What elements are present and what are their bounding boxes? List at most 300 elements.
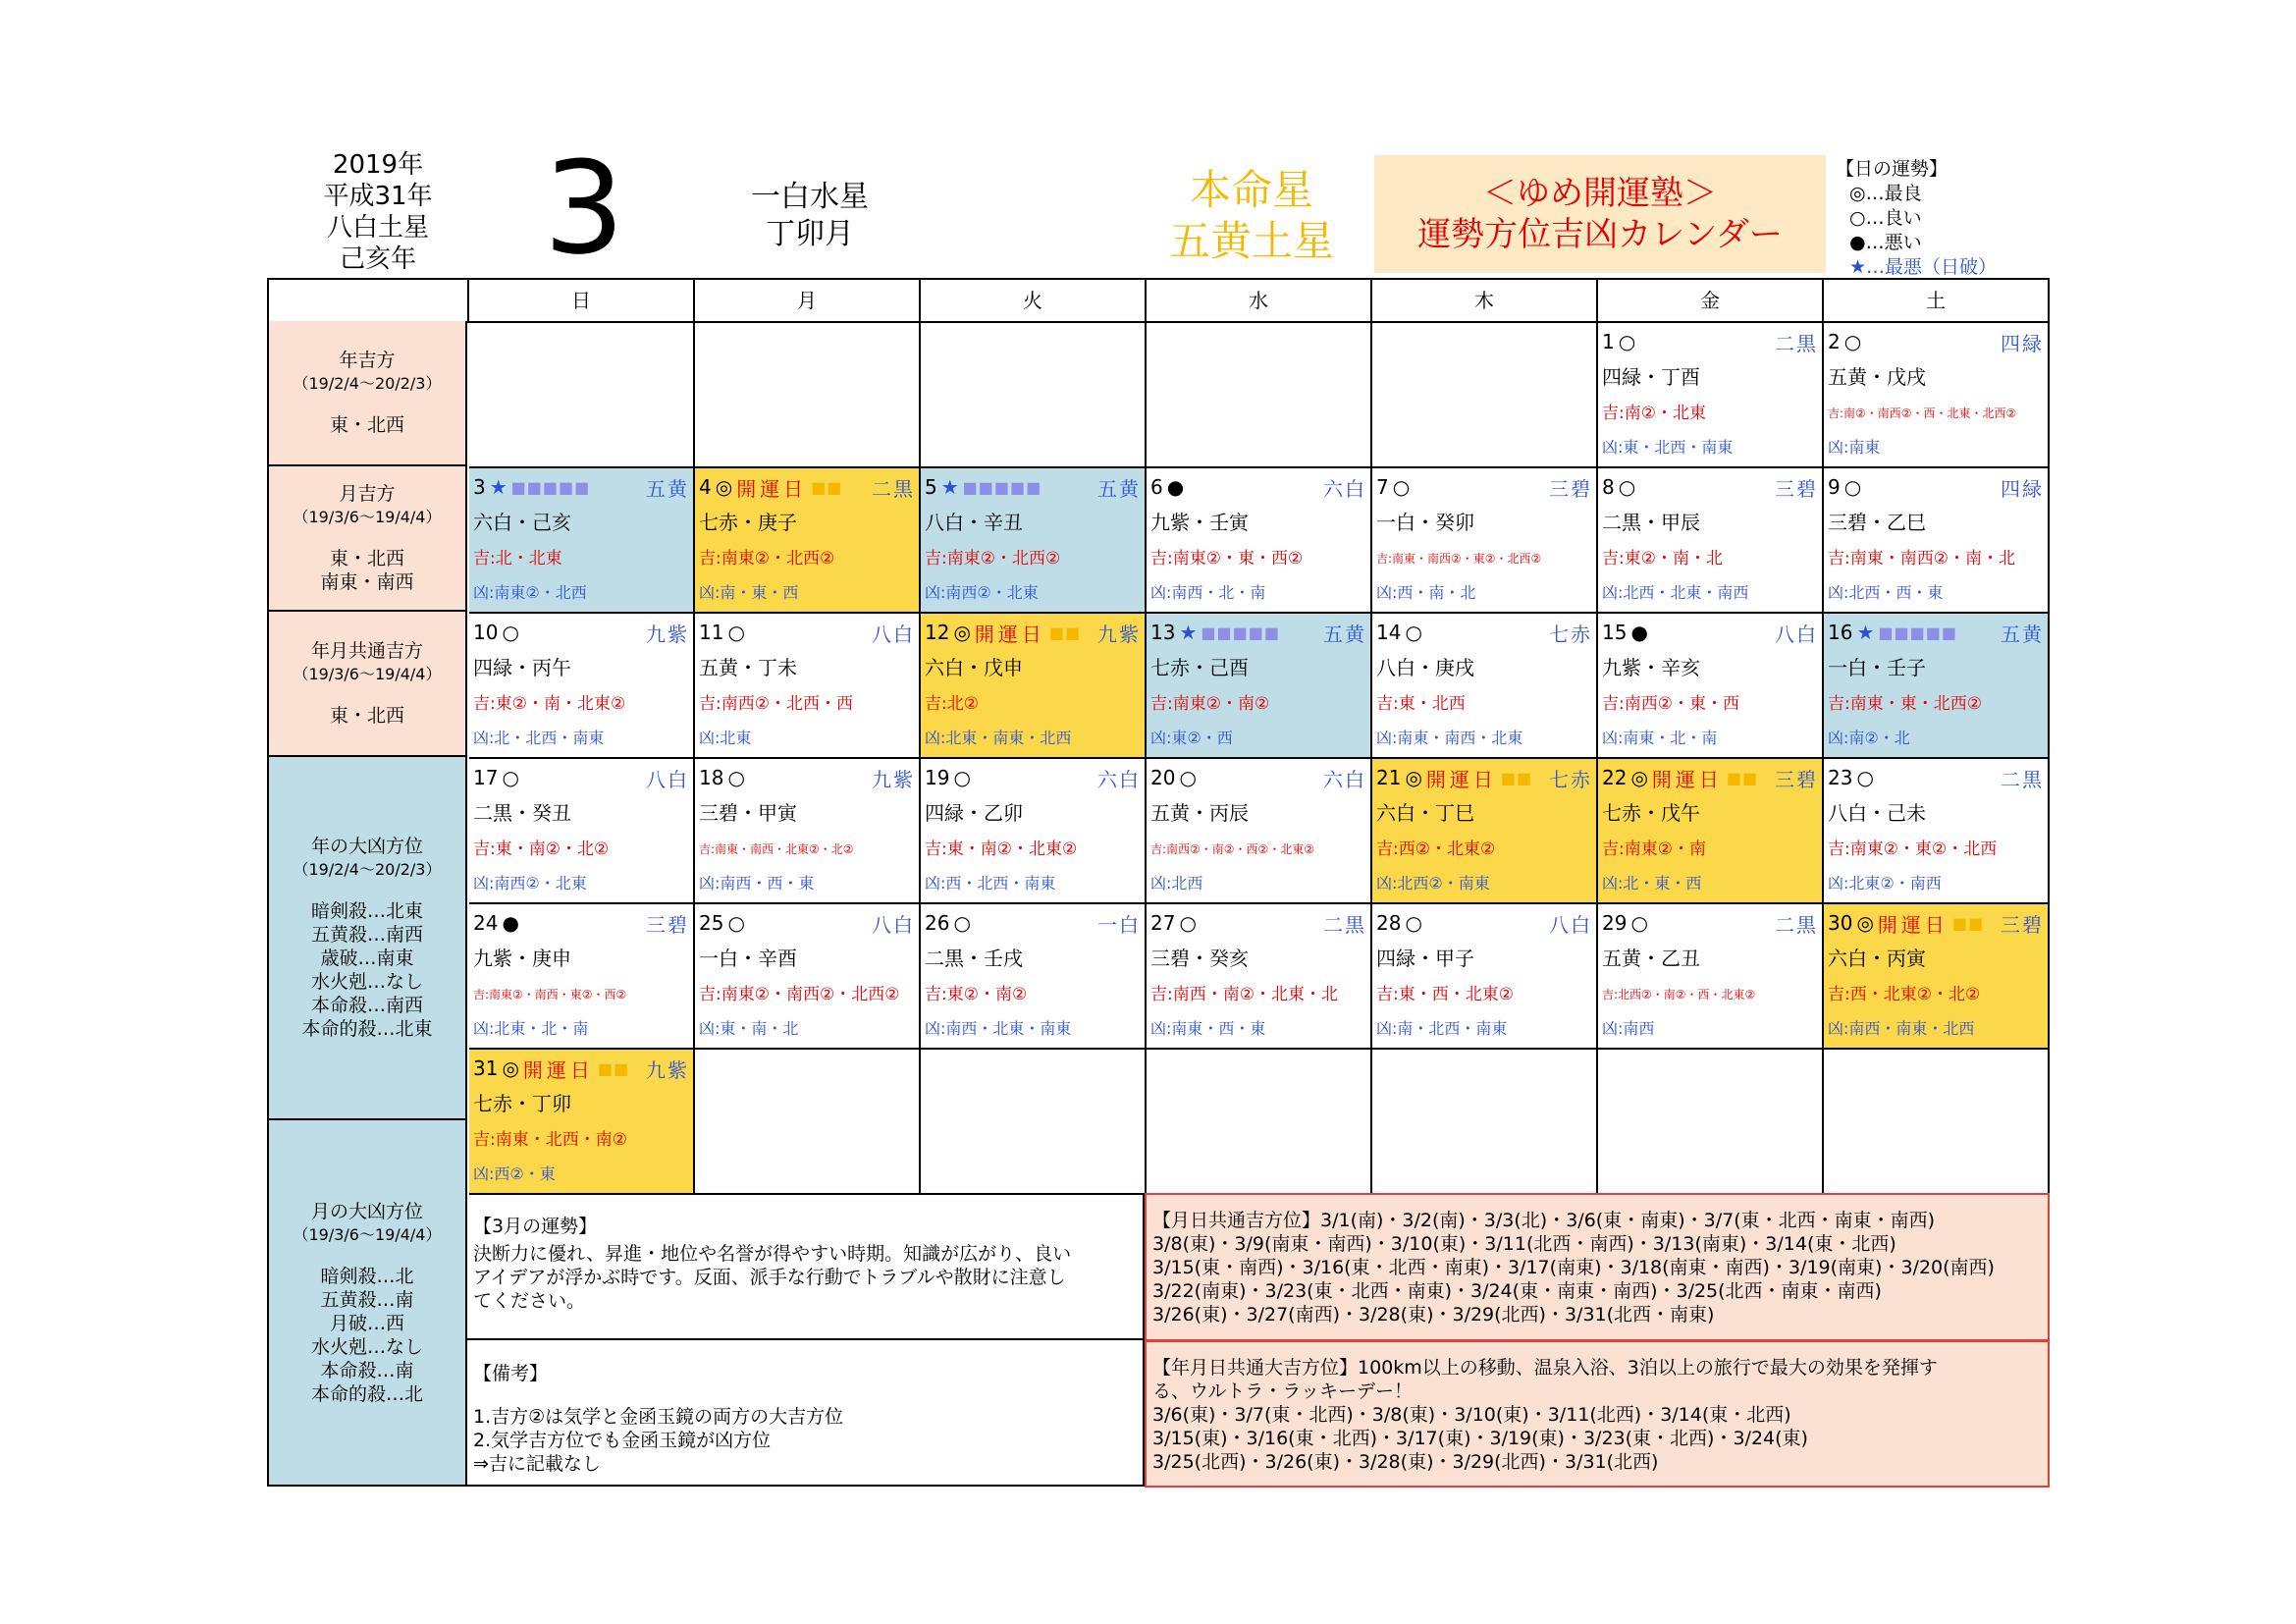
day-cell: [1372, 904, 1598, 1050]
memo-line: てください。: [473, 1290, 586, 1312]
fortune-mark: ●: [1630, 621, 1648, 644]
unlucky-directions: 凶:東②・西: [1150, 729, 1233, 747]
memo-line: 3/22(南東)・3/23(東・北西・南東)・3/24(東・南東・南西)・3/25(北西・南東・南西): [1152, 1280, 1882, 1302]
day-cell: [1147, 614, 1372, 759]
fortune-mark: ○: [1179, 911, 1197, 935]
day-header-line: [1376, 761, 1592, 794]
day-stem: 二黒・甲辰: [1602, 511, 1700, 534]
day-header-line: [1376, 470, 1592, 504]
day-number-group: [1828, 475, 1861, 499]
day-number-group: [1150, 766, 1197, 789]
day-stem: 四緑・甲子: [1376, 947, 1474, 970]
day-stem: 四緑・丙午: [473, 656, 571, 679]
fortune-mark: ★: [940, 475, 959, 499]
lucky-directions: 吉:南東・北西・南②: [473, 1130, 627, 1150]
lucky-directions: 吉:北②: [925, 694, 979, 714]
day-header-line: [1828, 325, 2044, 358]
day-number-group: [925, 766, 971, 789]
kaiun-label: 開運日: [522, 1057, 594, 1082]
lucky-directions: 吉:西・北東②・北②: [1828, 985, 1981, 1004]
memo-line: 3/6(東)・3/7(東・北西)・3/8(東)・3/10(東)・3/11(北西)・3/14(東・北西): [1152, 1404, 1791, 1426]
day-header-line: [1602, 325, 1818, 358]
day-kyusei: 二黒: [1323, 912, 1366, 937]
day-kyusei: 八白: [872, 622, 915, 646]
week-row: [269, 1050, 2050, 1195]
legend-title: 【日の運勢】: [1836, 158, 1949, 180]
square-deco-icon: ■■: [1951, 913, 1985, 933]
weekday-sun: 日: [469, 280, 695, 323]
day-kyusei: 七赤: [1549, 622, 1592, 646]
monthly-fortune-box: [467, 1193, 1145, 1340]
side-period: （19/3/6～19/4/4）: [293, 1224, 442, 1244]
day-number: 15: [1602, 621, 1628, 644]
memo-line: 決断力に優れ、昇進・地位や名誉が得やすい時期。知識が広がり、良い: [473, 1243, 1072, 1265]
day-number: 14: [1376, 621, 1402, 644]
unlucky-directions: 凶:南西: [1602, 1019, 1655, 1038]
day-header-line: [1602, 761, 1818, 794]
day-number: 19: [925, 766, 950, 789]
day-number: 30: [1828, 911, 1853, 935]
memo-line: 【年月日共通大吉方位】100km以上の移動、温泉入浴、3泊以上の旅行で最大の効果を発揮す: [1152, 1357, 1938, 1379]
unlucky-directions: 凶:北・東・西: [1602, 874, 1702, 893]
fortune-mark: ★: [1856, 621, 1875, 644]
lucky-directions: 吉:南西②・東・西: [1602, 694, 1739, 714]
empty-day-cell: [1372, 1050, 1598, 1195]
unlucky-directions: 凶:南東②・北西: [473, 583, 587, 602]
day-number: 16: [1828, 621, 1853, 644]
unlucky-directions: 凶:南西・北・南: [1150, 583, 1266, 602]
unlucky-directions: 凶:南・東・西: [699, 583, 799, 602]
lucky-directions: 吉:東・南②・北②: [473, 839, 610, 859]
day-stem: 七赤・庚子: [699, 511, 797, 534]
square-deco-icon: ■■■■■: [962, 477, 1042, 497]
memo-title: 【備考】: [473, 1363, 549, 1384]
day-number: 23: [1828, 766, 1853, 789]
month-number: 3: [543, 134, 625, 283]
side-line: 本命的殺…北東: [301, 1018, 433, 1040]
lucky-directions: 吉:南②・北東: [1602, 404, 1706, 423]
day-kyusei: 三碧: [1775, 767, 1818, 791]
day-stem: 六白・己亥: [473, 511, 571, 534]
unlucky-directions: 凶:南②・北: [1828, 729, 1910, 747]
day-kyusei: 二黒: [1775, 331, 1818, 355]
kaiun-label: 開運日: [974, 622, 1045, 646]
weekday-mon: 月: [695, 280, 921, 323]
day-number: 18: [699, 766, 724, 789]
year-line: 己亥年: [339, 244, 416, 274]
lucky-directions: 吉:南東②・北西②: [925, 549, 1061, 568]
day-stem: 五黄・戊戌: [1828, 365, 1926, 389]
day-stem: 九紫・辛亥: [1602, 656, 1700, 679]
year-line: 八白土星: [326, 213, 429, 243]
day-stem: 八白・辛丑: [925, 511, 1023, 534]
fortune-mark: ○: [1405, 911, 1422, 935]
day-stem: 五黄・丁未: [699, 656, 797, 679]
day-number: 11: [699, 621, 724, 644]
day-cell: [1372, 468, 1598, 614]
unlucky-directions: 凶:西・北西・南東: [925, 874, 1056, 893]
day-kyusei: 九紫: [872, 767, 915, 791]
day-cell: [1598, 614, 1824, 759]
day-cell: [921, 614, 1147, 759]
day-number-group: [1150, 475, 1184, 499]
day-kyusei: 二黒: [2001, 767, 2044, 791]
side-title: 月吉方: [339, 483, 396, 505]
day-number-group: [1828, 909, 1984, 938]
day-kyusei: 八白: [1775, 622, 1818, 646]
fortune-mark: ○: [1843, 330, 1862, 353]
day-kyusei: 八白: [646, 767, 689, 791]
day-number-group: [1150, 911, 1197, 935]
day-kyusei: 六白: [1323, 476, 1366, 501]
day-number-group: [925, 911, 971, 935]
day-header-line: [1828, 906, 2044, 940]
day-number: 17: [473, 766, 499, 789]
lucky-directions: 吉:南東②・東②・北西: [1828, 839, 1998, 859]
weekday-fri: 金: [1598, 280, 1824, 323]
weekday-sat: 土: [1824, 280, 2050, 323]
square-deco-icon: ■■: [1500, 768, 1533, 787]
day-cell: [1372, 759, 1598, 904]
memo-line: 3/25(北西)・3/26(東)・3/28(東)・3/29(北西)・3/31(北西): [1152, 1451, 1659, 1473]
day-stem: 二黒・癸丑: [473, 801, 571, 825]
unlucky-directions: 凶:南西②・北東: [473, 874, 587, 893]
day-header-line: [1828, 616, 2044, 649]
day-header-line: [473, 616, 689, 649]
lucky-directions: 吉:南東・南西・北東②・北②: [699, 842, 854, 856]
day-stem: 六白・丙寅: [1828, 947, 1926, 970]
empty-day-cell: [921, 323, 1147, 468]
side-line: 暗剣殺…北: [320, 1265, 414, 1287]
day-number: 12: [925, 621, 950, 644]
calendar-grid: [267, 278, 2050, 1195]
day-stem: 四緑・丁酉: [1602, 365, 1700, 389]
day-number: 13: [1150, 621, 1176, 644]
day-header-line: [1150, 761, 1366, 794]
lucky-directions: 吉:南東②・南: [1602, 839, 1706, 859]
unlucky-directions: 凶:南東・北・南: [1602, 729, 1718, 747]
memo-line: アイデアが浮かぶ時です。反面、派手な行動でトラブルや散財に注意し: [473, 1267, 1066, 1288]
day-stem: 二黒・壬戌: [925, 947, 1023, 970]
empty-day-cell: [1372, 323, 1598, 468]
day-stem: 七赤・戊午: [1602, 801, 1700, 825]
memo-line: 1.吉方②は気学と金函玉鏡の両方の大吉方位: [473, 1406, 844, 1428]
week-row: [269, 759, 2050, 904]
year-line: 平成31年: [323, 182, 433, 211]
lucky-directions: 吉:東②・南②: [925, 985, 1028, 1004]
day-header-line: [1376, 616, 1592, 649]
unlucky-directions: 凶:南西・北東・南東: [925, 1019, 1072, 1038]
side-period: （19/2/4～20/2/3）: [293, 374, 442, 393]
side-line: 暗剣殺…北東: [310, 900, 423, 922]
side-title: 年吉方: [339, 350, 396, 371]
kaiun-label: 開運日: [1425, 767, 1497, 791]
side-line: 南東・南西: [320, 571, 414, 593]
side-month-lucky: [267, 466, 467, 612]
day-header-line: [1150, 470, 1366, 504]
day-number-group: [699, 911, 745, 935]
day-number: 24: [473, 911, 499, 935]
day-cell: [1147, 468, 1372, 614]
day-header-line: [699, 761, 915, 794]
lucky-directions: 吉:東②・南・北東②: [473, 694, 626, 714]
empty-day-cell: [469, 323, 695, 468]
day-number-group: [1602, 475, 1635, 499]
day-header-line: [473, 761, 689, 794]
week-row: [269, 323, 2050, 468]
day-number-group: [925, 475, 1041, 499]
day-kyusei: 五黄: [2001, 622, 2044, 646]
day-header-line: [1150, 616, 1366, 649]
day-stem: 九紫・壬寅: [1150, 511, 1249, 534]
day-kyusei: 四緑: [2001, 476, 2044, 501]
square-deco-icon: ■■■■■: [510, 477, 591, 497]
day-number-group: [1150, 621, 1280, 644]
fortune-mark: ○: [953, 766, 971, 789]
common-lucky-box: [1145, 1193, 2050, 1341]
square-deco-icon: ■■■■■: [1201, 623, 1280, 642]
day-cell: [921, 904, 1147, 1050]
side-year-unlucky: [267, 757, 467, 1120]
day-kyusei: 六白: [1323, 767, 1366, 791]
day-stem: 五黄・乙丑: [1602, 947, 1700, 970]
memo-line: ⇒吉に記載なし: [473, 1453, 601, 1475]
day-number: 2: [1828, 330, 1841, 353]
fortune-mark: ★: [1179, 621, 1198, 644]
day-stem: 五黄・丙辰: [1150, 801, 1249, 825]
lucky-directions: 吉:北西②・南②・西・北東②: [1602, 988, 1756, 1001]
day-number: 21: [1376, 766, 1402, 789]
weekday-wed: 水: [1147, 280, 1372, 323]
square-deco-icon: ■■: [1048, 623, 1082, 642]
day-cell: [469, 904, 695, 1050]
legend: [1836, 157, 2032, 280]
unlucky-directions: 凶:南西②・北東: [925, 583, 1039, 602]
side-period: （19/3/6～19/4/4）: [293, 665, 442, 683]
day-cell: [469, 468, 695, 614]
fortune-mark: ◎: [502, 1056, 519, 1080]
unlucky-directions: 凶:北西・北東・南西: [1602, 583, 1749, 602]
empty-day-cell: [1147, 323, 1372, 468]
fortune-mark: ●: [502, 911, 519, 935]
month-star-line: 丁卯月: [766, 217, 854, 251]
square-deco-icon: ■■: [597, 1058, 630, 1078]
fortune-mark: ○: [502, 621, 519, 644]
day-number: 5: [925, 475, 937, 499]
lucky-directions: 吉:西②・北東②: [1376, 839, 1496, 859]
day-stem: 一白・辛酉: [699, 947, 797, 970]
day-header-line: [1376, 906, 1592, 940]
side-line: 歳破…南東: [320, 947, 414, 969]
lucky-directions: 吉:南西②・北西・西: [699, 694, 853, 714]
lucky-directions: 吉:南東・南西②・南・北: [1828, 549, 2015, 568]
lucky-directions: 吉:南東・東・北西②: [1828, 694, 1982, 714]
side-period: （19/3/6～19/4/4）: [293, 508, 442, 526]
year-line: 2019年: [332, 150, 424, 180]
memo-line: 【月日共通吉方位】3/1(南)・3/2(南)・3/3(北)・3/6(東・南東)・3/7(東・北西・南東・南西): [1152, 1210, 1936, 1231]
lucky-directions: 吉:東・西・北東②: [1376, 985, 1514, 1004]
unlucky-directions: 凶:北東・北・南: [473, 1019, 589, 1038]
day-number: 6: [1150, 475, 1163, 499]
day-header-line: [1602, 906, 1818, 940]
year-info: [285, 149, 471, 275]
unlucky-directions: 凶:西・南・北: [1376, 583, 1476, 602]
day-header-line: [1828, 761, 2044, 794]
day-kyusei: 八白: [1549, 912, 1592, 937]
month-star-line: 一白水星: [751, 180, 869, 214]
day-header-line: [473, 1052, 689, 1085]
day-cell: [1824, 323, 2050, 468]
day-header-line: [1602, 616, 1818, 649]
fortune-mark: ○: [727, 911, 745, 935]
side-line: 東・北西: [329, 548, 404, 569]
day-kyusei: 三碧: [646, 912, 689, 937]
day-cell: [1824, 759, 2050, 904]
side-title: 月の大凶方位: [310, 1200, 423, 1222]
day-stem: 六白・戊申: [925, 656, 1023, 679]
day-number-group: [1828, 621, 1957, 644]
side-line: 水火剋…なし: [310, 1335, 423, 1358]
weekday-header-row: [269, 280, 2050, 323]
kaiun-label: 開運日: [1877, 912, 1949, 937]
day-number-group: [473, 766, 519, 789]
unlucky-directions: 凶:西②・東: [473, 1164, 556, 1183]
unlucky-directions: 凶:南東・西・東: [1150, 1019, 1266, 1038]
lucky-directions: 吉:南東②・南西②・北西②: [699, 985, 900, 1004]
day-number: 29: [1602, 911, 1628, 935]
day-cell: [1598, 904, 1824, 1050]
day-number: 3: [473, 475, 486, 499]
fortune-mark: ◎: [1630, 766, 1648, 789]
day-number: 26: [925, 911, 950, 935]
day-cell: [921, 759, 1147, 904]
side-line: 東・北西: [329, 414, 404, 436]
empty-day-cell: [695, 323, 921, 468]
day-number-group: [1828, 330, 1861, 353]
lucky-directions: 吉:北・北東: [473, 549, 562, 568]
day-kyusei: 二黒: [872, 476, 915, 501]
day-kyusei: 三碧: [1775, 476, 1818, 501]
memo-line: 3/15(東)・3/16(東・北西)・3/17(東)・3/19(東)・3/23(東・北西)・3/24(東): [1152, 1428, 1808, 1449]
fortune-mark: ○: [502, 766, 519, 789]
fortune-mark: ◎: [715, 475, 733, 499]
fortune-mark: ○: [1843, 475, 1862, 499]
lucky-directions: 吉:東・南②・北東②: [925, 839, 1078, 859]
notes-box: [467, 1340, 1145, 1487]
great-lucky-box: [1145, 1340, 2050, 1488]
day-number-group: [699, 473, 842, 502]
day-header-line: [925, 470, 1141, 504]
month-star: [712, 179, 908, 253]
unlucky-directions: 凶:北東②・南西: [1828, 874, 1942, 893]
day-number-group: [473, 621, 519, 644]
fortune-mark: ○: [1179, 766, 1197, 789]
day-stem: 六白・丁巳: [1376, 801, 1474, 825]
lucky-directions: 吉:南②・南西②・西・北東・北西②: [1828, 406, 2017, 420]
corner-cell: [269, 280, 469, 323]
side-period: （19/2/4～20/2/3）: [293, 860, 442, 879]
day-kyusei: 四緑: [2001, 331, 2044, 355]
kaiun-label: 開運日: [736, 476, 808, 501]
day-number: 4: [699, 475, 712, 499]
day-header-line: [1150, 906, 1366, 940]
week-row: [269, 904, 2050, 1050]
side-line: 月破…西: [329, 1312, 404, 1334]
unlucky-directions: 凶:南西・南東・北西: [1828, 1019, 1975, 1038]
day-number-group: [473, 475, 590, 499]
day-kyusei: 三碧: [1549, 476, 1592, 501]
day-number-group: [699, 766, 745, 789]
day-number: 9: [1828, 475, 1841, 499]
side-line: 本命殺…南西: [310, 995, 423, 1016]
weeks-container: [269, 323, 2050, 1195]
memo-line: 3/8(東)・3/9(南東・南西)・3/10(東)・3/11(北西・南西)・3/13(南東)・3/14(東・北西): [1152, 1233, 1896, 1255]
side-line: 東・北西: [329, 705, 404, 727]
banner-line: 運勢方位吉凶カレンダー: [1417, 215, 1783, 254]
day-number-group: [1376, 911, 1422, 935]
empty-day-cell: [921, 1050, 1147, 1195]
unlucky-directions: 凶:北・北西・南東: [473, 729, 605, 747]
day-cell: [921, 468, 1147, 614]
lucky-directions: 吉:東②・南・北: [1602, 549, 1723, 568]
title-banner: [1374, 155, 1826, 273]
day-cell: [1598, 323, 1824, 468]
day-number: 10: [473, 621, 499, 644]
day-kyusei: 八白: [872, 912, 915, 937]
day-number: 28: [1376, 911, 1402, 935]
week-row: [269, 468, 2050, 614]
day-cell: [1824, 904, 2050, 1050]
day-number-group: [925, 619, 1081, 647]
lucky-directions: 吉:南東②・南西・東②・西②: [473, 988, 627, 1001]
day-cell: [1824, 614, 2050, 759]
day-kyusei: 五黄: [1097, 476, 1141, 501]
day-number: 25: [699, 911, 724, 935]
honmei-star: [1144, 165, 1360, 267]
day-cell: [1598, 759, 1824, 904]
lucky-directions: 吉:南東②・北西②: [699, 549, 835, 568]
square-deco-icon: ■■: [811, 477, 843, 497]
day-kyusei: 七赤: [1549, 767, 1592, 791]
side-year-lucky: [267, 321, 467, 466]
day-stem: 九紫・庚申: [473, 947, 571, 970]
unlucky-directions: 凶:北東: [699, 729, 752, 747]
day-number-group: [473, 911, 519, 935]
day-kyusei: 三碧: [2001, 912, 2044, 937]
unlucky-directions: 凶:南東: [1828, 438, 1881, 457]
weekday-thu: 木: [1372, 280, 1598, 323]
day-number: 22: [1602, 766, 1628, 789]
day-stem: 八白・庚戌: [1376, 656, 1474, 679]
fortune-mark: ○: [727, 621, 745, 644]
memo-line: 3/26(東)・3/27(南西)・3/28(東)・3/29(北西)・3/31(北西・南東): [1152, 1304, 1715, 1326]
day-cell: [695, 614, 921, 759]
fortune-mark: ○: [1392, 475, 1411, 499]
day-header-line: [925, 761, 1141, 794]
fortune-mark: ○: [1630, 911, 1648, 935]
unlucky-directions: 凶:南・北西・南東: [1376, 1019, 1508, 1038]
unlucky-directions: 凶:北西・西・東: [1828, 583, 1944, 602]
day-header-line: [699, 470, 915, 504]
fortune-mark: ○: [727, 766, 745, 789]
day-kyusei: 五黄: [646, 476, 689, 501]
side-line: 五黄殺…南西: [310, 924, 423, 946]
honmei-line: 本命星: [1189, 166, 1313, 214]
day-header-line: [1602, 470, 1818, 504]
fortune-mark: ○: [1405, 621, 1422, 644]
week-row: [269, 614, 2050, 759]
side-title: 年月共通吉方: [310, 640, 423, 662]
